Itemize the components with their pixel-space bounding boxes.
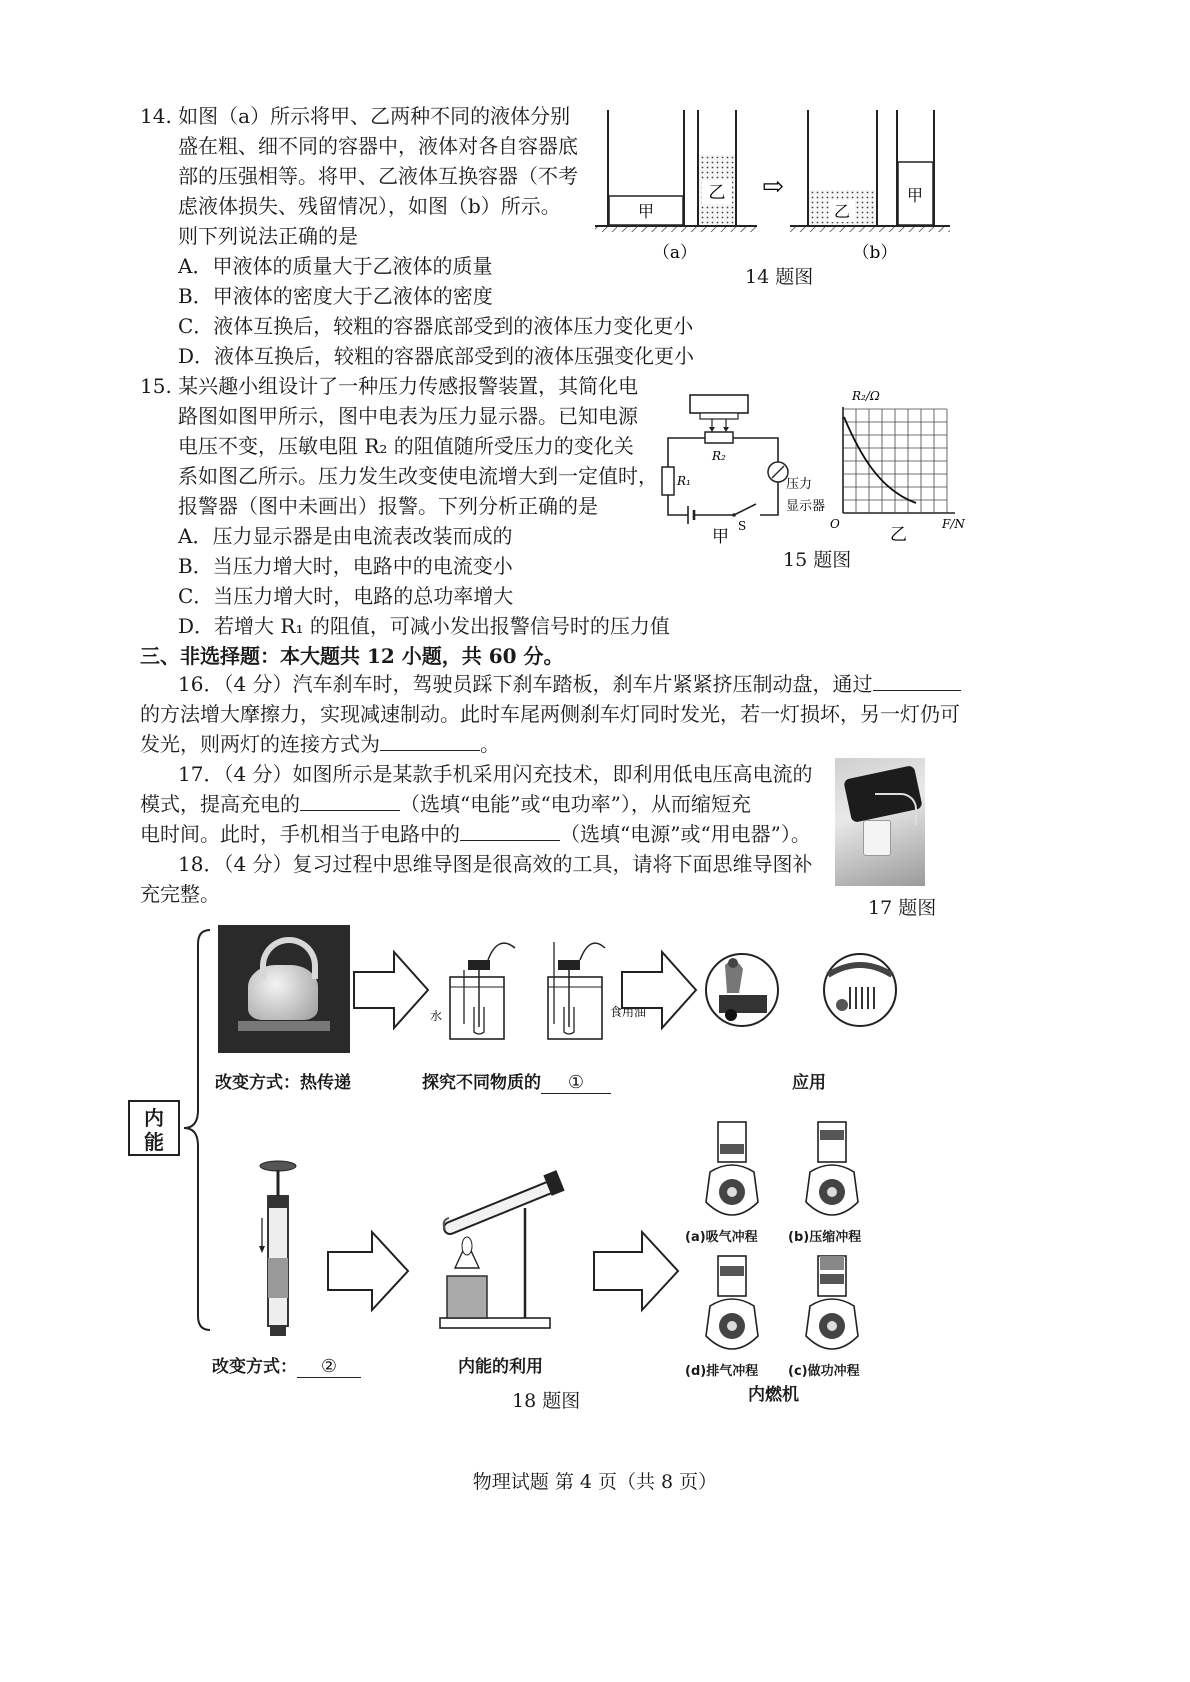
test-tube-steam-figure xyxy=(435,1168,570,1338)
q16-text-3a: 发光，则两灯的连接方式为 xyxy=(140,732,380,756)
q14-yi-b: 乙 xyxy=(833,202,851,221)
arrow-right-1 xyxy=(352,950,432,1030)
q16-blank-2[interactable] xyxy=(380,728,480,751)
oil-label: 食用油 xyxy=(610,1005,647,1019)
arrow-right-2 xyxy=(620,950,700,1030)
q15-option-d: D．若增大 R₁ 的阻值，可减小发出报警信号时的压力值 xyxy=(178,614,670,638)
engine-compression-label: (b)压缩冲程 xyxy=(788,1230,862,1245)
q17-text-2b: （选填“电能”或“电功率”），从而缩短充 xyxy=(400,792,751,816)
q16-text-3b: 。 xyxy=(480,732,500,756)
q14-jia-a: 甲 xyxy=(637,202,655,221)
q14-caption: 14 题图 xyxy=(745,266,814,288)
engine-power-figure xyxy=(800,1252,865,1360)
application-radiator-figure xyxy=(820,945,900,1035)
q15-jia-label: 甲 xyxy=(712,527,729,547)
q18-caption: 18 题图 xyxy=(512,1390,581,1412)
q15-r2-label: R₂ xyxy=(712,449,726,463)
q14-line-4: 虑液体损失、残留情况），如图（b）所示。 xyxy=(178,194,561,218)
page-footer: 物理试题 第 4 页（共 8 页） xyxy=(472,1471,718,1493)
q14-line-3: 部的压强相等。将甲、乙液体互换容器（不考 xyxy=(178,164,578,188)
q17-phone-photo xyxy=(835,758,925,886)
engine-exhaust-figure xyxy=(700,1252,765,1360)
q16-line-3 xyxy=(140,728,500,760)
arrow-right-4 xyxy=(592,1230,682,1312)
q14-option-a: A．甲液体的质量大于乙液体的质量 xyxy=(178,254,493,278)
q16-line-1 xyxy=(178,668,961,700)
q15-line-1: 15. 某兴趣小组设计了一种压力传感报警装置，其简化电 xyxy=(140,374,639,398)
q15-graph-origin: O xyxy=(830,517,840,531)
q14-line-2: 盛在粗、细不同的容器中，液体对各自容器底 xyxy=(178,134,578,158)
engine-compression-figure xyxy=(800,1118,865,1226)
q15-yi-label: 乙 xyxy=(890,525,907,545)
q15-s-label: S xyxy=(738,519,747,533)
q15-line-3: 电压不变，压敏电阻 R₂ 的阻值随所受压力的变化关 xyxy=(178,434,634,458)
engine-exhaust-label: (d)排气冲程 xyxy=(685,1364,759,1379)
mindmap-root-char-2: 能 xyxy=(144,1130,164,1154)
row1-label-heat-transfer: 改变方式：热传递 xyxy=(215,1073,351,1093)
q14-option-b: B．甲液体的密度大于乙液体的密度 xyxy=(178,284,493,308)
q15-circuit-figure xyxy=(650,392,835,547)
q14-line-5: 则下列说法正确的是 xyxy=(178,224,358,248)
row2-label-change-text: 改变方式： xyxy=(212,1357,297,1377)
q15-r1-label: R₁ xyxy=(677,474,691,488)
q15-option-c: C．当压力增大时，电路的总功率增大 xyxy=(178,584,514,608)
kettle-photo xyxy=(218,925,350,1053)
engine-title: 内燃机 xyxy=(748,1385,799,1405)
q15-caption: 15 题图 xyxy=(783,549,852,571)
q18-line-1: 18．（4 分）复习过程中思维导图是很高效的工具，请将下面思维导图补 xyxy=(178,852,813,876)
q14-arrow: ⇨ xyxy=(762,172,784,202)
q18-line-2: 充完整。 xyxy=(140,882,220,906)
row2-label-change-method xyxy=(212,1352,361,1378)
q16-text-1: 16．（4 分）汽车刹车时，驾驶员踩下刹车踏板，刹车片紧紧挤压制动盘，通过 xyxy=(178,672,873,696)
section-3-heading: 三、非选择题：本大题共 12 小题，共 60 分。 xyxy=(140,644,564,668)
mindmap-brace xyxy=(180,920,220,1340)
q17-line-1: 17．（4 分）如图所示是某款手机采用闪充技术，即利用低电压高电流的 xyxy=(178,762,813,786)
row1-label-explore-text: 探究不同物质的 xyxy=(422,1073,541,1093)
q17-text-2a: 模式，提高充电的 xyxy=(140,792,300,816)
q14-option-c: C．液体互换后，较粗的容器底部受到的液体压力变化更小 xyxy=(178,314,694,338)
q17-text-3a: 电时间。此时，手机相当于电路中的 xyxy=(140,822,460,846)
engine-intake-figure xyxy=(700,1118,765,1226)
arrow-right-3 xyxy=(326,1230,412,1312)
q15-option-b: B．当压力增大时，电路中的电流变小 xyxy=(178,554,513,578)
q16-blank-1[interactable] xyxy=(873,668,961,691)
q16-line-2: 的方法增大摩擦力，实现减速制动。此时车尾两侧刹车灯同时发光，若一灯损坏，另一灯仍可 xyxy=(140,702,960,726)
row2-label-utilization: 内能的利用 xyxy=(458,1357,543,1377)
q17-line-2 xyxy=(140,788,751,820)
q17-line-3 xyxy=(140,818,811,850)
q15-line-5: 报警器（图中未画出）报警。下列分析正确的是 xyxy=(178,494,598,518)
q15-display-label-2: 显示器 xyxy=(786,499,826,514)
q15-option-a: A．压力显示器是由电流表改装而成的 xyxy=(178,524,513,548)
fire-syringe-figure xyxy=(248,1158,308,1343)
mindmap-root-char-1: 内 xyxy=(144,1106,164,1130)
mindmap-root xyxy=(128,1100,180,1156)
row1-label-explore xyxy=(422,1068,611,1094)
application-car-radiator-figure xyxy=(705,945,780,1035)
water-label: 水 xyxy=(430,1009,443,1023)
row1-blank-1[interactable]: ① xyxy=(541,1072,611,1094)
q15-line-2: 路图如图甲所示，图中电表为压力显示器。已知电源 xyxy=(178,404,638,428)
q14-yi-a: 乙 xyxy=(708,183,726,203)
q15-display-label-1: 压力 xyxy=(786,477,813,492)
engine-power-label: (c)做功冲程 xyxy=(788,1364,860,1379)
engine-intake-label: (a)吸气冲程 xyxy=(685,1230,758,1245)
q14-label-b: （b） xyxy=(852,243,898,263)
q17-text-3b: （选填“电源”或“用电器”）。 xyxy=(560,822,811,846)
q15-graph-figure xyxy=(830,385,970,545)
q15-line-4: 系如图乙所示。压力发生改变使电流增大到一定值时， xyxy=(178,464,658,488)
q15-graph-ylabel: R₂/Ω xyxy=(852,389,880,403)
row2-blank-2[interactable]: ② xyxy=(297,1356,361,1378)
q14-jia-b: 甲 xyxy=(906,186,924,205)
q17-blank-2[interactable] xyxy=(460,818,560,841)
q14-label-a: （a） xyxy=(652,243,698,263)
q17-blank-1[interactable] xyxy=(300,788,400,811)
q17-caption: 17 题图 xyxy=(868,897,937,919)
q14-option-d: D．液体互换后，较粗的容器底部受到的液体压强变化更小 xyxy=(178,344,695,368)
q14-line-1: 14. 如图（a）所示将甲、乙两种不同的液体分别 xyxy=(140,104,571,128)
row1-label-application: 应用 xyxy=(792,1073,826,1093)
q15-graph-xlabel: F/N xyxy=(942,517,965,531)
